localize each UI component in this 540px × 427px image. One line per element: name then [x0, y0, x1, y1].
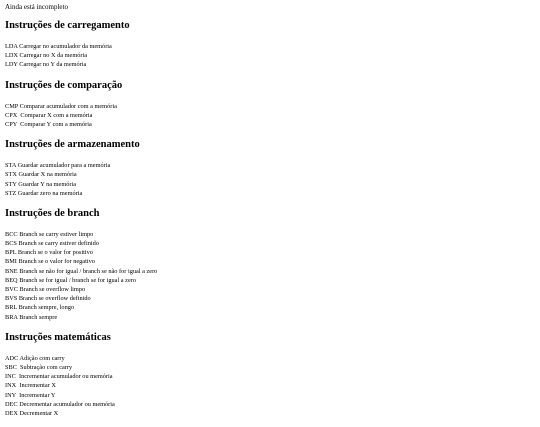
instruction-description: Incrementar acumulador ou memória — [17, 373, 113, 381]
instruction-mnemonic: STY — [5, 180, 17, 188]
instruction-mnemonic: BRA — [5, 313, 18, 321]
instruction-description: Guardar acumulador para a memória — [17, 162, 111, 170]
instruction-row — [5, 248, 535, 257]
instruction-mnemonic: CPY — [5, 120, 18, 128]
instruction-description: Branch sempre — [19, 313, 58, 321]
instruction-row — [5, 189, 535, 198]
instruction-mnemonic: BPL — [5, 249, 17, 257]
instruction-row — [5, 42, 535, 51]
instruction-row — [5, 102, 535, 111]
instruction-list — [5, 354, 535, 418]
instruction-row — [5, 51, 535, 60]
instruction-row — [5, 161, 535, 170]
instruction-row — [5, 400, 535, 409]
instruction-sections — [5, 19, 535, 418]
instruction-description: Branch sempre, longo — [18, 304, 75, 312]
instruction-mnemonic: CMP — [5, 102, 19, 110]
instruction-description: Branch se não for igual / branch se não for igual a zero — [19, 267, 158, 275]
instruction-row — [5, 180, 535, 189]
section-heading: Instruções de comparação — [5, 79, 123, 91]
instruction-row — [5, 276, 535, 285]
instruction-description: Carregar no X da memória — [19, 52, 88, 60]
instruction-row — [5, 372, 535, 381]
instruction-description: Branch se overflow definido — [18, 295, 91, 303]
instruction-description: Guardar Y na memória — [18, 180, 77, 188]
incomplete-note: Ainda está incompleto — [5, 3, 68, 11]
instruction-description: Carregar no Y da memória — [19, 61, 87, 69]
instruction-description: Guardar X na memória — [18, 171, 77, 179]
instruction-mnemonic: STA — [5, 162, 17, 170]
section-heading: Instruções matemáticas — [5, 331, 111, 343]
instruction-row — [5, 267, 535, 276]
instruction-description: Branch se overflow limpo — [19, 286, 86, 293]
instruction-mnemonic: BVC — [5, 286, 18, 293]
instruction-description: Branch se o valor for negativo — [18, 258, 95, 266]
instruction-list — [5, 230, 535, 322]
instruction-row — [5, 391, 535, 400]
instruction-mnemonic: INC — [5, 373, 16, 381]
instruction-row — [5, 239, 535, 248]
instruction-mnemonic: DEX — [5, 409, 18, 417]
instruction-description: Carregar no acumulador da memória — [19, 43, 112, 50]
instruction-row — [5, 409, 535, 418]
instruction-row — [5, 60, 535, 69]
instruction-mnemonic: BCS — [5, 240, 17, 248]
instruction-description: Branch se carry estiver definido — [18, 240, 99, 248]
instruction-row — [5, 170, 535, 179]
instruction-row — [5, 257, 535, 266]
instruction-list — [5, 102, 535, 130]
instruction-description: Comparar acumulador com a memória — [19, 102, 117, 110]
instruction-mnemonic: INX — [5, 382, 17, 390]
instruction-description: Decrementar acumulador ou memória — [19, 400, 115, 408]
instruction-row — [5, 111, 535, 120]
instruction-row — [5, 313, 535, 322]
instruction-section — [5, 19, 535, 70]
instruction-row — [5, 230, 535, 239]
instruction-section — [5, 207, 535, 322]
instruction-mnemonic: ADC — [5, 354, 19, 362]
instruction-row — [5, 294, 535, 303]
instruction-section — [5, 138, 535, 198]
instruction-mnemonic: DEC — [5, 400, 18, 408]
section-heading: Instruções de branch — [5, 207, 100, 219]
instruction-mnemonic: STX — [5, 171, 17, 179]
instruction-mnemonic: LDY — [5, 61, 18, 69]
instruction-mnemonic: BNE — [5, 267, 18, 275]
instruction-description: Subtração com carry — [18, 363, 73, 371]
section-heading: Instruções de carregamento — [5, 20, 130, 31]
instruction-row — [5, 363, 535, 372]
instruction-row — [5, 381, 535, 390]
instruction-description: Branch se carry estiver limpo — [19, 230, 94, 238]
instruction-description: Adição com carry — [19, 354, 65, 362]
instruction-mnemonic: CPX — [5, 111, 18, 119]
instruction-description: Branch se o valor for positivo — [17, 249, 93, 257]
instruction-row — [5, 120, 535, 129]
instruction-description: Decrementar X — [19, 409, 59, 417]
instruction-description: Incrementar X — [17, 382, 56, 390]
section-heading: Instruções de armazenamento — [5, 139, 140, 151]
instruction-section — [5, 79, 535, 130]
instruction-description: Guardar zero na memória — [17, 189, 83, 197]
instruction-mnemonic: SBC — [5, 363, 17, 371]
instruction-mnemonic: STZ — [5, 189, 17, 197]
instruction-list — [5, 161, 535, 198]
instruction-mnemonic: BRL — [5, 304, 18, 312]
instruction-description: Comparar X com a memória — [18, 111, 93, 119]
instruction-mnemonic: LDX — [5, 52, 18, 60]
instruction-list — [5, 42, 535, 70]
instruction-mnemonic: INY — [5, 391, 16, 399]
instruction-mnemonic: BCC — [5, 230, 18, 238]
instruction-description: Comparar Y com a memória — [18, 120, 92, 128]
instruction-mnemonic: BVS — [5, 295, 18, 303]
instruction-mnemonic: BMI — [5, 258, 17, 266]
instruction-description: Incrementar Y — [17, 391, 56, 399]
instruction-description: Branch se for igual / branch se for igual a zero — [19, 276, 136, 284]
instruction-row — [5, 354, 535, 363]
instruction-row — [5, 303, 535, 312]
instruction-mnemonic: LDA — [5, 43, 18, 50]
instruction-mnemonic: BEQ — [5, 276, 18, 284]
instruction-row — [5, 285, 535, 294]
document — [5, 0, 535, 427]
